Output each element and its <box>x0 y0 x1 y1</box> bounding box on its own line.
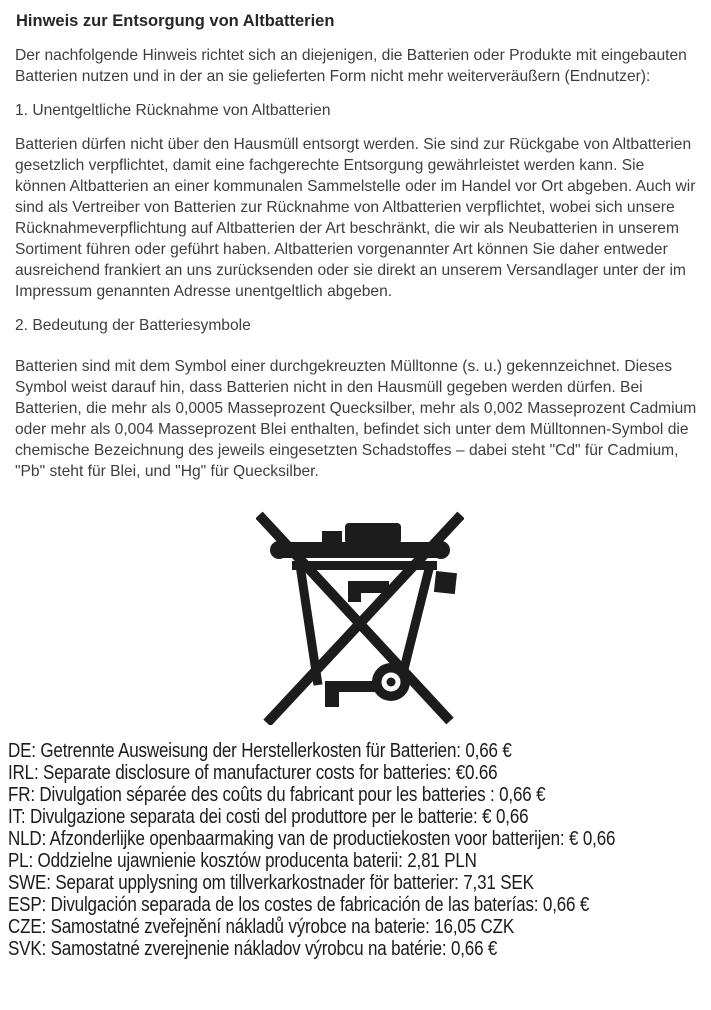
disclosure-line-swe: SWE: Separat upplysning om tillverkarkostnader för batterier: 7,31 SEK <box>8 872 534 894</box>
disclosure-line-nld: NLD: Afzonderlijke openbaarmaking van de productiekosten voor batterijen: € 0,66 <box>8 828 616 850</box>
crossed-out-wheeled-bin-icon <box>256 509 464 725</box>
intro-paragraph: Der nachfolgende Hinweis richtet sich an diejenigen, die Batterien oder Produkte mit eingebauten Batterien nutzen und in der an sie gelieferten Form nicht mehr weiterveräußern (Endnutzer): <box>15 47 687 85</box>
disclosure-line-pl: PL: Oddzielne ujawnienie kosztów producenta baterii: 2,81 PLN <box>8 850 477 872</box>
battery-cost-disclosure-list <box>8 740 697 960</box>
disclosure-line-irl: IRL: Separate disclosure of manufacturer costs for batteries: €0.66 <box>8 762 498 784</box>
section2-heading: 2. Bedeutung der Batteriesymbole <box>15 317 251 334</box>
crossed-out-wheeled-bin-icon <box>256 509 464 725</box>
page-title: Hinweis zur Entsorgung von Altbatterien <box>16 12 335 30</box>
disclosure-line-it: IT: Divulgazione separata dei costi del produttore per le batterie: € 0,66 <box>8 806 529 828</box>
section1-body: Batterien dürfen nicht über den Hausmüll entsorgt werden. Sie sind zur Rückgabe von Altbatterien gesetzlich verpflichtet, damit eine fachgerechte Entsorgung gewährleistet werden kann. Sie können Altbatterien an einer kommunalen Sammelstelle oder im Handel vor Ort abgeben. Auch wir sind als Vertreiber von Batterien zur Rücknahme von Altbatterien verpflichtet, wobei sich unsere Rücknahmeverpflichtung auf Altbatterien der Art beschränkt, die wir als Neubatterien in unserem Sortiment führen oder geführt haben. Altbatterien vorgenannter Art können Sie daher entweder ausreichend frankiert an uns zurücksenden oder sie direkt an unserem Versandlager unter der im Impressum genannten Adresse unentgeltlich abgeben. <box>15 136 696 300</box>
section1-heading: 1. Unentgeltliche Rücknahme von Altbatterien <box>15 102 331 119</box>
disclosure-line-de: DE: Getrennte Ausweisung der Herstellerkosten für Batterien: 0,66 € <box>8 740 512 762</box>
disclosure-line-fr: FR: Divulgation séparée des coûts du fabricant pour les batteries : 0,66 € <box>8 784 546 806</box>
disclosure-line-svk: SVK: Samostatné zverejnenie nákladov výrobcu na batérie: 0,66 € <box>8 938 498 960</box>
document-page <box>8 10 697 960</box>
disclosure-line-cze: CZE: Samostatné zveřejnění nákladů výrobce na baterie: 16,05 CZK <box>8 916 515 938</box>
section2-body: Batterien sind mit dem Symbol einer durchgekreuzten Mülltonne (s. u.) gekennzeichnet. Dieses Symbol weist darauf hin, dass Batterien nicht in den Hausmüll gegeben werden dürfen. Bei Batterien, die mehr als 0,0005 Masseprozent Quecksilber, mehr als 0,002 Masseprozent Cadmium oder mehr als 0,004 Masseprozent Blei enthalten, befindet sich unter dem Mülltonnen-Symbol die chemische Bezeichnung des jeweils eingesetzten Schadstoffes – dabei steht "Cd" für Cadmium, "Pb" steht für Blei, und "Hg" für Quecksilber. <box>15 358 697 480</box>
disclosure-line-esp: ESP: Divulgación separada de los costes de fabricación de las baterías: 0,66 € <box>8 894 590 916</box>
